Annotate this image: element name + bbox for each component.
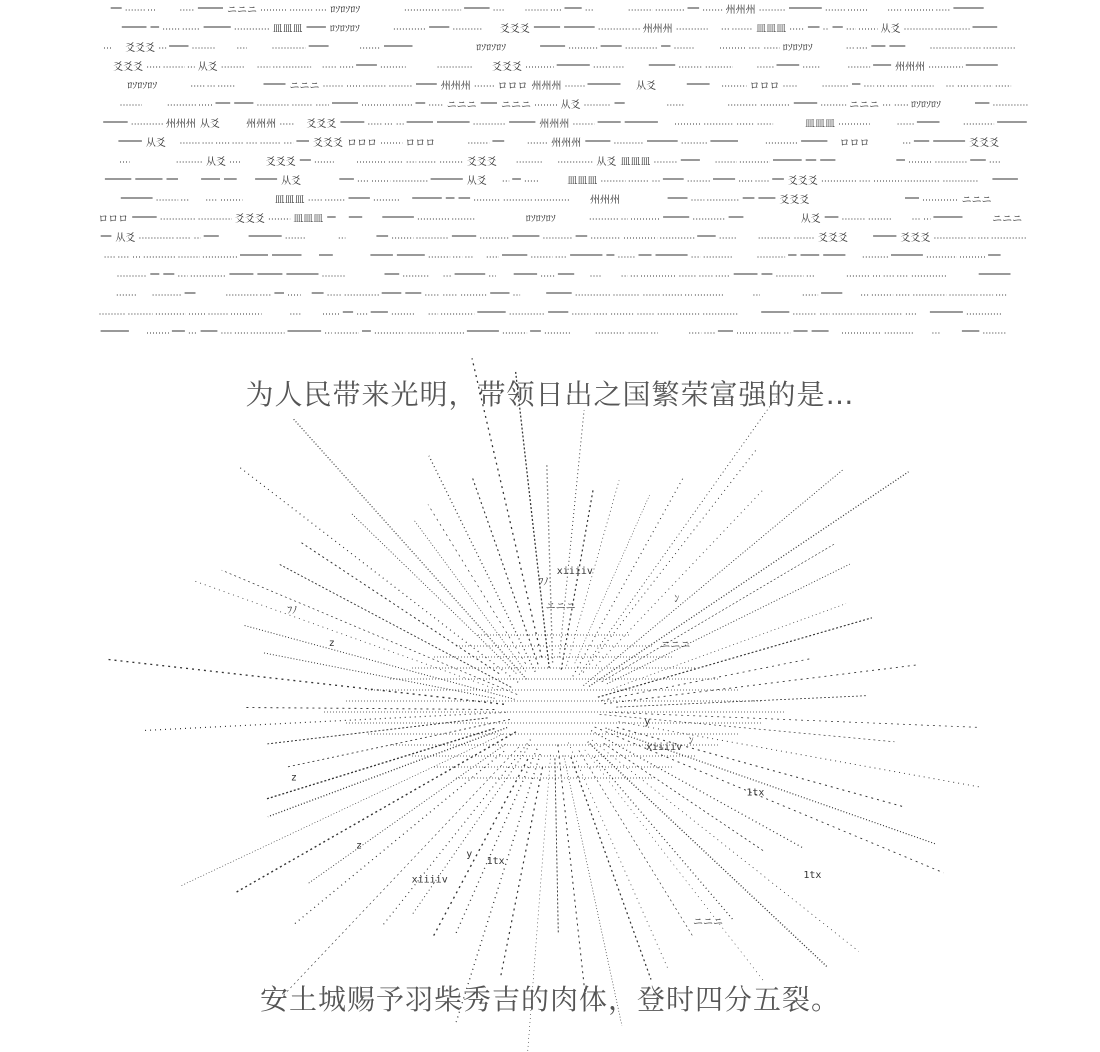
burst-ray: [589, 472, 908, 687]
burst-ray: [594, 757, 734, 921]
burst-ray: [571, 757, 651, 980]
ascii-art-light-burst: [234, 505, 866, 955]
burst-ray: [108, 660, 504, 705]
burst-ray: [579, 383, 786, 674]
burst-ray: [500, 767, 542, 979]
ascii-glyph-run: ﾛｿﾛｿﾛｿ: [911, 100, 941, 111]
ascii-glyph-run: 从爻: [145, 138, 166, 149]
burst-ray: [601, 659, 810, 701]
ascii-glyph-run: y: [466, 849, 473, 861]
ascii-glyph-run: 皿皿皿: [274, 195, 305, 206]
ascii-glyph-run: ロロロ: [98, 214, 129, 225]
burst-ray: [602, 544, 835, 682]
ascii-glyph-run: 皿皿皿: [805, 119, 835, 130]
ascii-glyph-run: z: [290, 772, 297, 784]
burst-ray: [555, 758, 558, 934]
ascii-glyph-run: ﾛｿﾛｿﾛｿ: [476, 43, 507, 54]
ascii-glyph-run: ﾛｿﾛｿﾛｿ: [330, 5, 361, 16]
ascii-glyph-run: 皿皿皿: [756, 24, 787, 35]
ascii-glyph-run: 爻爻爻: [492, 62, 522, 73]
caption-bottom: 安土城赐予羽柴秀吉的肉体，登时四分五裂。: [259, 983, 840, 1016]
ascii-glyph-run: ニニニ: [446, 100, 477, 111]
burst-ray: [286, 719, 510, 767]
caption-top: 为人民带来光明，带领日出之国繁荣富强的是…: [245, 378, 855, 411]
ascii-glyph-run: ﾛｿﾛｿﾛｿ: [127, 81, 158, 92]
burst-ray: [575, 495, 650, 663]
ascii-glyph-run: 爻爻爻: [900, 233, 931, 244]
burst-ray: [235, 732, 516, 893]
burst-ray: [579, 750, 693, 936]
ascii-glyph-run: ﾝ: [688, 735, 694, 747]
ascii-glyph-run: 从爻: [281, 176, 302, 187]
ascii-art-castle-scene: [96, 0, 1023, 342]
burst-ray: [585, 750, 764, 982]
ascii-glyph-run: 爻爻爻: [113, 62, 144, 73]
ascii-glyph-run: ロロロ: [497, 81, 528, 92]
burst-ray: [591, 731, 802, 848]
ascii-glyph-run: z: [328, 638, 335, 649]
ascii-glyph-run: 从爻: [199, 119, 220, 130]
ascii-glyph-run: 皿皿皿: [293, 214, 324, 225]
burst-ray: [607, 564, 850, 684]
ascii-glyph-run: 爻爻爻: [125, 43, 156, 54]
ascii-glyph-run: 爻爻爻: [818, 233, 848, 244]
ascii-art-castle-canvas: [96, 0, 1023, 342]
burst-ray: [262, 653, 494, 699]
burst-ray: [592, 740, 859, 951]
burst-ray: [245, 626, 515, 700]
ascii-art-burst-canvas: [234, 505, 866, 955]
ascii-glyph-run: ニニニ: [660, 640, 691, 652]
ascii-glyph-run: 州州州: [539, 119, 570, 130]
ascii-glyph-run: ニニニ: [849, 100, 880, 111]
ascii-glyph-run: ニニニ: [501, 100, 531, 111]
ascii-glyph-run: 爻爻爻: [969, 138, 1000, 149]
ascii-glyph-run: ニニニ: [227, 5, 257, 16]
burst-ray: [279, 564, 511, 687]
ascii-glyph-run: 州州州: [165, 119, 196, 130]
burst-ray: [414, 520, 526, 671]
ascii-glyph-run: 州州州: [590, 195, 620, 206]
ascii-glyph-run: ロロロ: [347, 138, 377, 149]
burst-ray: [547, 464, 553, 663]
ascii-glyph-run: ニニニ: [961, 195, 992, 206]
burst-ray: [412, 745, 529, 914]
ascii-glyph-run: 州州州: [725, 5, 756, 16]
burst-ray: [609, 712, 979, 727]
burst-ray: [561, 490, 593, 669]
burst-ray: [245, 708, 495, 710]
ascii-glyph-run: ﾛｿﾛｿﾛｿ: [329, 24, 360, 35]
ascii-glyph-run: 爻爻爻: [265, 157, 296, 168]
ascii-glyph-run: 爻爻爻: [779, 195, 810, 206]
ascii-glyph-run: 爻爻爻: [466, 157, 497, 168]
burst-ray: [301, 543, 499, 674]
burst-ray: [619, 722, 980, 787]
ascii-glyph-run: xiiiiv: [556, 566, 593, 577]
ascii-glyph-run: 从爻: [466, 176, 487, 187]
burst-ray: [559, 410, 584, 657]
ascii-glyph-run: 1tx: [746, 787, 765, 799]
ascii-glyph-run: ロロロ: [839, 138, 870, 149]
ascii-glyph-run: 从爻: [880, 24, 901, 35]
burst-ray: [598, 618, 872, 697]
ascii-glyph-run: ﾝ: [674, 593, 680, 605]
ascii-glyph-run: ニニニ: [992, 214, 1023, 225]
burst-ray: [456, 749, 537, 934]
ascii-glyph-run: 爻爻爻: [499, 24, 530, 35]
ascii-glyph-run: 1tx: [486, 855, 505, 867]
ascii-glyph-run: ﾛｿﾛｿﾛｿ: [525, 214, 556, 225]
ascii-glyph-run: 1tx: [803, 869, 822, 881]
burst-ray: [309, 744, 506, 883]
ascii-glyph-run: 州州州: [531, 81, 562, 92]
ascii-glyph-run: 州州州: [895, 62, 926, 73]
ascii-glyph-run: 州州州: [642, 24, 673, 35]
ascii-glyph-run: ﾌﾉ: [287, 605, 298, 617]
ascii-glyph-run: 皿皿皿: [567, 176, 598, 187]
burst-ray: [613, 604, 846, 689]
ascii-glyph-run: 从爻: [560, 100, 581, 111]
burst-ray: [583, 448, 757, 672]
ascii-glyph-run: 爻爻爻: [234, 214, 265, 225]
ascii-glyph-run: 皿皿皿: [620, 157, 651, 168]
burst-ray: [604, 665, 917, 704]
burst-ray: [266, 729, 495, 800]
burst-ray: [180, 734, 503, 886]
burst-ray: [268, 728, 507, 817]
ascii-glyph-run: 从爻: [596, 157, 617, 168]
ascii-glyph-run: 州州州: [551, 138, 582, 149]
burst-ray: [516, 371, 550, 668]
burst-ray: [222, 570, 518, 694]
ascii-glyph-run: 从爻: [206, 157, 226, 168]
ascii-glyph-run: ニニニ: [693, 916, 723, 928]
ascii-glyph-run: 爻爻爻: [787, 176, 818, 187]
ascii-glyph-run: 从爻: [800, 214, 821, 225]
burst-ray: [381, 740, 530, 928]
ascii-glyph-run: ニニニ: [289, 81, 320, 92]
ascii-glyph-run: 从爻: [636, 81, 657, 92]
ascii-glyph-run: 州州州: [246, 119, 277, 130]
ascii-glyph-run: 爻爻爻: [313, 138, 343, 149]
ascii-glyph-run: xiiiiv: [411, 874, 448, 886]
ascii-glyph-run: ロロロ: [405, 138, 436, 149]
ascii-glyph-run: 从爻: [197, 62, 218, 73]
ascii-glyph-run: y: [644, 716, 651, 728]
ascii-glyph-run: xiiiiv: [646, 742, 683, 754]
ascii-glyph-run: 从爻: [115, 233, 136, 244]
burst-ray: [583, 470, 842, 686]
burst-ray: [239, 467, 518, 683]
ascii-glyph-run: ﾛｿﾛｿﾛｿ: [782, 43, 813, 54]
burst-ray: [473, 478, 539, 664]
ascii-glyph-run: ロロロ: [749, 81, 780, 92]
burst-ray: [352, 514, 516, 674]
burst-ray: [616, 696, 866, 707]
burst-ray: [604, 743, 765, 851]
burst-ray: [294, 751, 504, 924]
burst-ray: [143, 712, 505, 730]
burst-ray: [558, 745, 585, 992]
ascii-glyph-run: ニニニ: [545, 601, 576, 613]
ascii-glyph-run: 州州州: [440, 81, 471, 92]
ascii-glyph-run: 皿皿皿: [272, 24, 303, 35]
ascii-glyph-run: z: [356, 840, 363, 852]
ascii-glyph-run: 爻爻爻: [306, 119, 337, 130]
ascii-glyph-run: ﾌﾉ: [538, 577, 549, 588]
